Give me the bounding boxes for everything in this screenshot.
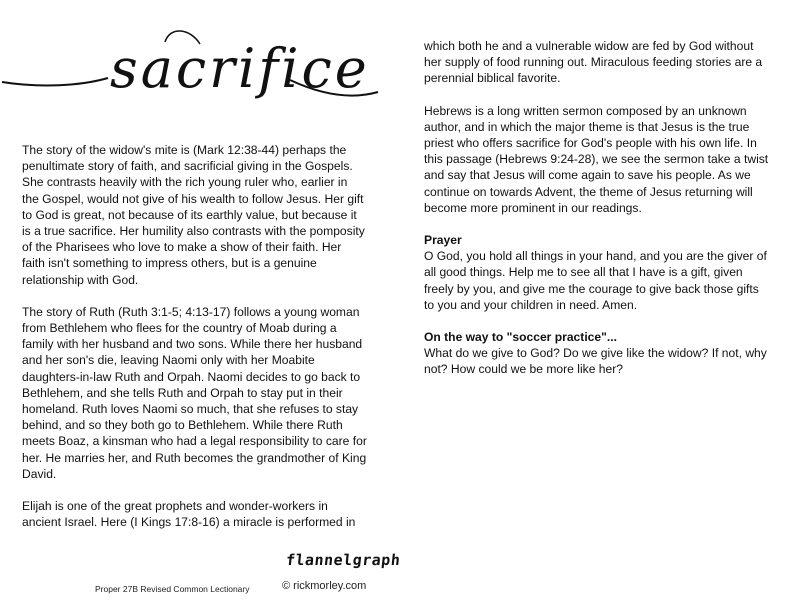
flannelgraph-logo: flannelgraph (285, 551, 402, 569)
lectionary-note: Proper 27B Revised Common Lectionary (95, 584, 250, 594)
widows-mite-paragraph: The story of the widow's mite is (Mark 12:38-44) perhaps the penultimate story of faith, and sacrificial giving in the Gospels. She contrasts heavily with the rich young ruler who, earlier in the Gospel, would not give of his wealth to follow Jesus. Her gift to God is great, not because of its earthly value, but because it is a true sacrifice. Her humility also contrasts with the pomposity of the Pharisees who love to make a show of their faith. Her faith isn't something to impress others, but is a genuine relationship with God. (22, 143, 365, 287)
soccer-section (424, 329, 769, 378)
right-column (424, 38, 769, 394)
title-block (0, 20, 380, 130)
website-credit: © rickmorley.com (282, 580, 367, 592)
soccer-heading: On the way to "soccer practice"... (424, 330, 617, 345)
elijah-paragraph: Elijah is one of the great prophets and wonder-workers in ancient Israel. Here (I Kings 17:8-16) a miracle is performed in (22, 499, 356, 530)
prayer-section (424, 232, 769, 313)
ruth-paragraph: The story of Ruth (Ruth 3:1-5; 4:13-17) follows a young woman from Bethlehem who flees for the country of Moab during a family with her husband and two sons. While there her husband and her son's die, leaving Naomi only with her Moabite daughters-in-law Ruth and Orpah. Naomi decides to go back to Bethlehem, and she tells Ruth and Orpah to stay put in their homeland. Ruth loves Naomi so much, that she refuses to stay behind, and so they both go to Bethlehem. While there Ruth meets Boaz, a kinsman who had a legal responsibility to care for her. He marries her, and Ruth becomes the grandmother of King David. (22, 304, 367, 481)
prayer-heading: Prayer (424, 233, 462, 248)
prayer-text: O God, you hold all things in your hand, and you are the giver of all good things. Help me to see all that I have is a gift, given freely by you, and give me the courage to give back those gifts to you and your children in need. Amen. (424, 249, 767, 312)
hebrews-paragraph: Hebrews is a long written sermon composed by an unknown author, and in which the major theme is that Jesus is the true priest who offers sacrifice for God's people with his own life. In this passage (Hebrews 9:24-28), we see the sermon take a twist and say that Jesus will come again to save his people. As we continue on towards Advent, the theme of Jesus returning will become more prominent in our readings. (424, 103, 769, 215)
elijah-continued-paragraph: which both he and a vulnerable widow are fed by God without her supply of food running out. Miraculous feeding stories are a perennial biblical favorite. (424, 39, 763, 86)
left-column (22, 142, 367, 546)
page-title: sacrifice (110, 37, 370, 100)
soccer-text: What do we give to God? Do we give like the widow? If not, why not? How could we be more like her? (424, 346, 767, 377)
